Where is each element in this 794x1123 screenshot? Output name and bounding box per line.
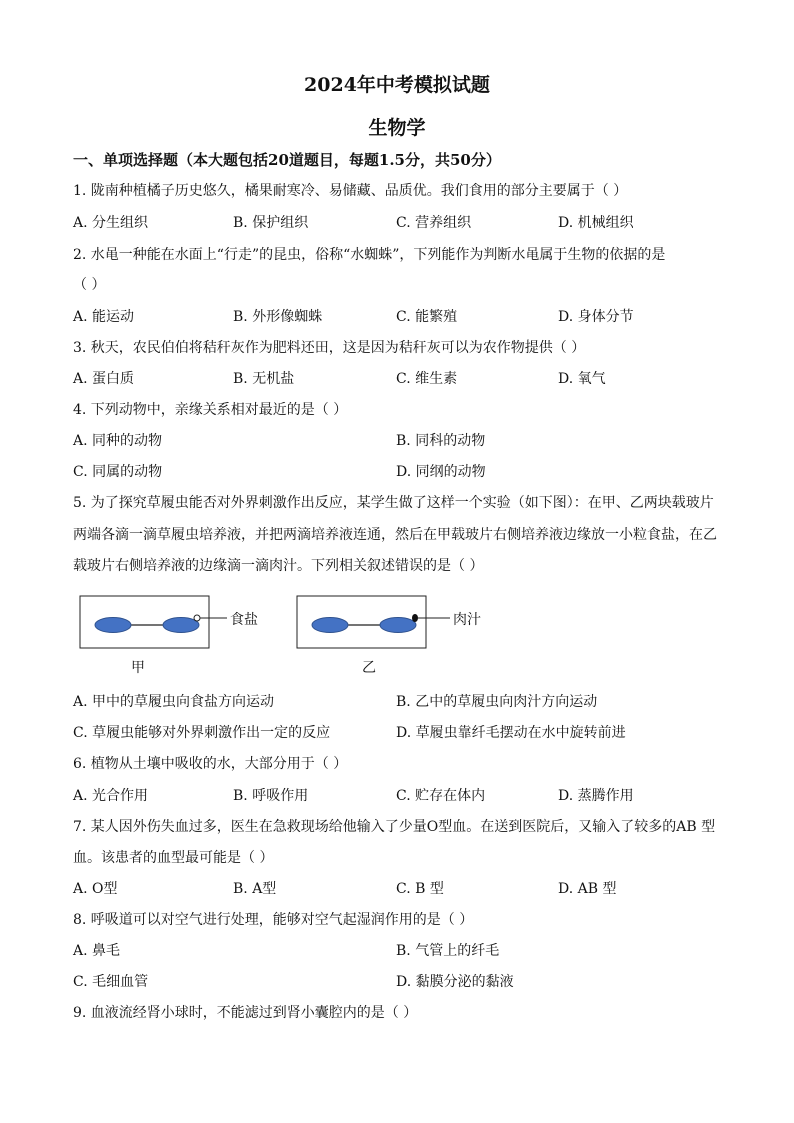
slide-yi-name: 乙 bbox=[362, 660, 376, 676]
option-c: C. B 型 bbox=[396, 881, 444, 897]
option-c: C. 营养组织 bbox=[396, 215, 472, 231]
culture-drop-yi-left bbox=[312, 618, 348, 633]
option-b: B. 气管上的纤毛 bbox=[396, 943, 500, 959]
option-b: B. A型 bbox=[233, 881, 277, 897]
question-8-options-row1 bbox=[73, 940, 733, 960]
question-5-stem: 5. 为了探究草履虫能否对外界刺激作出反应，某学生做了这样一个实验（如下图）：在甲、乙两块载玻片 bbox=[73, 495, 714, 511]
option-b: B. 同科的动物 bbox=[396, 433, 486, 449]
question-7-stem-cont: 血。该患者的血型最可能是（ ） bbox=[73, 850, 274, 866]
option-b: B. 保护组织 bbox=[233, 215, 309, 231]
option-a: A. 光合作用 bbox=[73, 788, 149, 804]
exam-title: 2024年中考模拟试题 bbox=[304, 74, 490, 96]
question-1-stem: 1. 陇南种植橘子历史悠久，橘果耐寒冷、易储藏、品质优。我们食用的部分主要属于（ ） bbox=[73, 183, 628, 199]
question-5-options-row2 bbox=[73, 722, 733, 742]
option-d: D. 身体分节 bbox=[558, 309, 634, 325]
option-d: D. 机械组织 bbox=[558, 215, 634, 231]
section-heading: 一、单项选择题（本大题包括20道题目，每题1.5分，共50分） bbox=[73, 151, 501, 169]
question-9-stem: 9. 血液流经肾小球时，不能滤过到肾小囊腔内的是（ ） bbox=[73, 1005, 418, 1021]
salt-grain bbox=[194, 615, 200, 621]
culture-drop-jia-right bbox=[163, 618, 199, 633]
option-d: D. 草履虫靠纤毛摆动在水中旋转前进 bbox=[396, 725, 626, 741]
meat-juice-drop bbox=[412, 614, 418, 622]
option-c: C. 维生素 bbox=[396, 371, 458, 387]
option-b: B. 乙中的草履虫向肉汁方向运动 bbox=[396, 694, 598, 710]
slide-jia-name: 甲 bbox=[131, 660, 145, 676]
question-2-stem: 2. 水黾一种能在水面上“行走”的昆虫，俗称“水蜘蛛”，下列能作为判断水黾属于生物的依据的是 bbox=[73, 247, 666, 263]
question-4-stem: 4. 下列动物中，亲缘关系相对最近的是（ ） bbox=[73, 402, 348, 418]
option-a: A. 能运动 bbox=[73, 309, 135, 325]
option-b: B. 外形像蜘蛛 bbox=[233, 309, 323, 325]
question-3-options bbox=[73, 368, 733, 388]
question-1-options bbox=[73, 212, 733, 232]
option-b: B. 无机盐 bbox=[233, 371, 295, 387]
question-8-options-row2 bbox=[73, 971, 733, 991]
culture-drop-yi-right bbox=[380, 618, 416, 633]
option-a: A. 同种的动物 bbox=[73, 433, 163, 449]
option-c: C. 毛细血管 bbox=[73, 974, 149, 990]
meat-juice-label: 肉汁 bbox=[453, 612, 481, 628]
culture-drop-jia-left bbox=[95, 618, 131, 633]
option-a: A. O型 bbox=[73, 881, 118, 897]
option-d: D. 黏膜分泌的黏液 bbox=[396, 974, 514, 990]
question-4-options-row1 bbox=[73, 430, 733, 450]
question-5-options-row1 bbox=[73, 691, 733, 711]
question-6-options bbox=[73, 785, 733, 805]
question-5-stem-cont-2: 载玻片右侧培养液的边缘滴一滴肉汁。下列相关叙述错误的是（ ） bbox=[73, 558, 484, 574]
option-a: A. 鼻毛 bbox=[73, 943, 121, 959]
question-2-options bbox=[73, 306, 733, 326]
question-8-stem: 8. 呼吸道可以对空气进行处理，能够对空气起湿润作用的是（ ） bbox=[73, 912, 474, 928]
option-c: C. 同属的动物 bbox=[73, 464, 163, 480]
salt-label: 食盐 bbox=[230, 612, 258, 628]
question-7-options bbox=[73, 878, 733, 898]
option-a: A. 甲中的草履虫向食盐方向运动 bbox=[73, 694, 275, 710]
option-d: D. 蒸腾作用 bbox=[558, 788, 634, 804]
subject-title: 生物学 bbox=[368, 117, 426, 139]
option-c: C. 草履虫能够对外界刺激作出一定的反应 bbox=[73, 725, 331, 741]
option-d: D. AB 型 bbox=[558, 881, 617, 897]
option-c: C. 贮存在体内 bbox=[396, 788, 486, 804]
question-4-options-row2 bbox=[73, 461, 733, 481]
question-7-stem: 7. 某人因外伤失血过多，医生在急救现场给他输入了少量O型血。在送到医院后，又输入了较多的AB 型 bbox=[73, 819, 716, 835]
option-a: A. 分生组织 bbox=[73, 215, 149, 231]
option-a: A. 蛋白质 bbox=[73, 371, 135, 387]
option-d: D. 同纲的动物 bbox=[396, 464, 486, 480]
question-5-stem-cont-1: 两端各滴一滴草履虫培养液，并把两滴培养液连通，然后在甲载玻片右侧培养液边缘放一小粒食盐，在乙 bbox=[73, 527, 717, 543]
question-3-stem: 3. 秋天，农民伯伯将秸秆灰作为肥料还田，这是因为秸秆灰可以为农作物提供（ ） bbox=[73, 340, 586, 356]
question-2-stem-cont: （ ） bbox=[73, 277, 106, 293]
option-d: D. 氧气 bbox=[558, 371, 606, 387]
option-c: C. 能繁殖 bbox=[396, 309, 458, 325]
question-6-stem: 6. 植物从土壤中吸收的水，大部分用于（ ） bbox=[73, 756, 348, 772]
option-b: B. 呼吸作用 bbox=[233, 788, 309, 804]
